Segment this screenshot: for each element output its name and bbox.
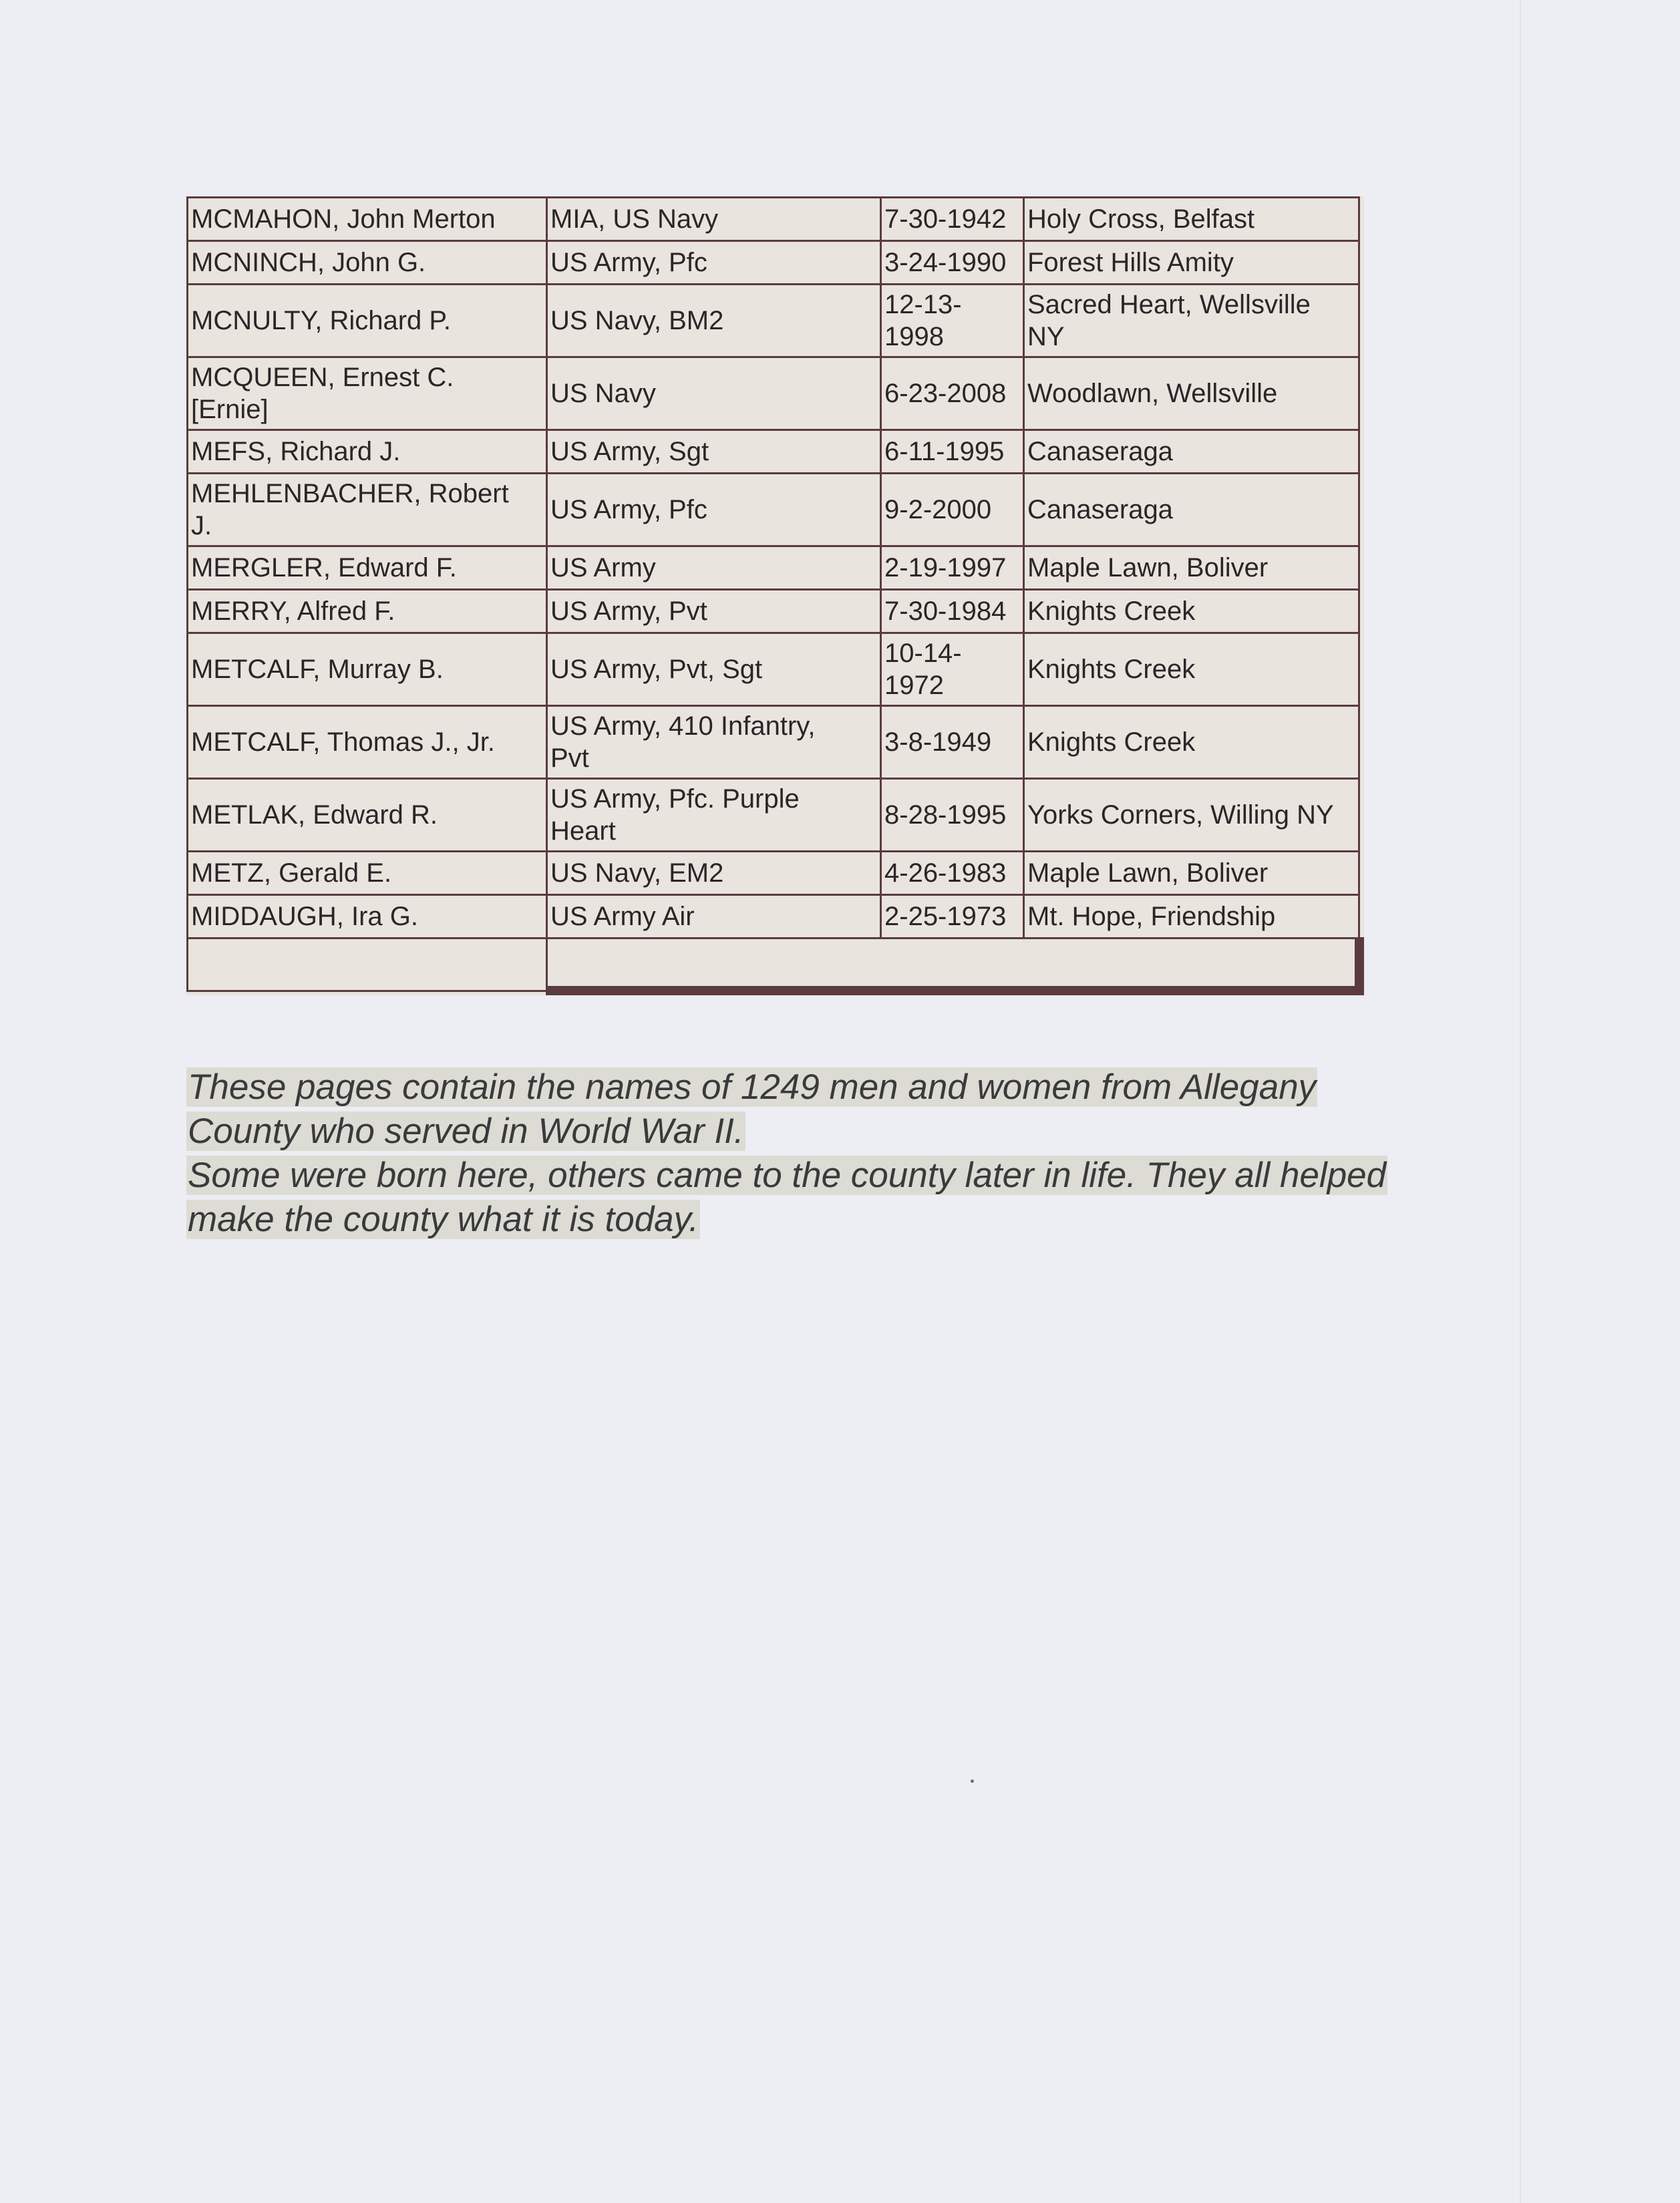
table-row — [188, 852, 1359, 895]
cemetery-cell: Canaseraga — [1024, 430, 1359, 474]
service-cell: MIA, US Navy — [547, 198, 881, 241]
date-cell: 9-2-2000 — [881, 474, 1024, 546]
cemetery-cell: Knights Creek — [1024, 706, 1359, 779]
table-row — [188, 546, 1359, 590]
name-cell: MCMAHON, John Merton — [188, 198, 547, 241]
note-line — [186, 1154, 1489, 1198]
service-cell: US Army — [547, 546, 881, 590]
empty-name-cell — [188, 939, 547, 991]
table-row — [188, 633, 1359, 706]
note-line-3: Some were born here, others came to the county later in life. They all helped — [188, 1156, 1387, 1195]
table-row — [188, 474, 1359, 546]
service-cell: US Army Air — [547, 895, 881, 939]
service-cell: US Army, Pvt, Sgt — [547, 633, 881, 706]
cemetery-cell: Sacred Heart, Wellsville NY — [1024, 285, 1359, 357]
service-cell: US Navy, EM2 — [547, 852, 881, 895]
date-cell: 4-26-1983 — [881, 852, 1024, 895]
name-cell: MERRY, Alfred F. — [188, 590, 547, 633]
note-line-1: These pages contain the names of 1249 men and women from Allegany — [188, 1067, 1317, 1107]
table-row — [188, 779, 1359, 852]
name-cell: MEFS, Richard J. — [188, 430, 547, 474]
scan-speck — [971, 1780, 974, 1783]
cemetery-cell: Holy Cross, Belfast — [1024, 198, 1359, 241]
service-cell: US Army, 410 Infantry, Pvt — [547, 706, 881, 779]
cemetery-cell: Mt. Hope, Friendship — [1024, 895, 1359, 939]
table-row — [188, 895, 1359, 939]
note-line-4: make the county what it is today. — [188, 1200, 699, 1239]
date-cell: 8-28-1995 — [881, 779, 1024, 852]
cemetery-cell: Woodlawn, Wellsville — [1024, 357, 1359, 430]
name-cell: MCNULTY, Richard P. — [188, 285, 547, 357]
name-cell: METLAK, Edward R. — [188, 779, 547, 852]
cemetery-cell: Canaseraga — [1024, 474, 1359, 546]
date-cell: 6-11-1995 — [881, 430, 1024, 474]
note-line — [186, 1110, 1489, 1154]
table-row — [188, 241, 1359, 285]
date-cell: 2-19-1997 — [881, 546, 1024, 590]
empty-merged-cell — [547, 939, 1359, 991]
veterans-table-body — [188, 198, 1359, 991]
date-cell: 7-30-1942 — [881, 198, 1024, 241]
date-cell: 10-14- 1972 — [881, 633, 1024, 706]
date-cell: 3-8-1949 — [881, 706, 1024, 779]
name-cell: MERGLER, Edward F. — [188, 546, 547, 590]
service-cell: US Army, Pfc. Purple Heart — [547, 779, 881, 852]
cemetery-cell: Forest Hills Amity — [1024, 241, 1359, 285]
note-line — [186, 1065, 1489, 1110]
service-cell: US Navy — [547, 357, 881, 430]
cemetery-cell: Yorks Corners, Willing NY — [1024, 779, 1359, 852]
name-cell: MCNINCH, John G. — [188, 241, 547, 285]
page-edge-shadow — [1520, 0, 1521, 2203]
cemetery-cell: Maple Lawn, Boliver — [1024, 852, 1359, 895]
cemetery-cell: Knights Creek — [1024, 633, 1359, 706]
name-cell: MEHLENBACHER, Robert J. — [188, 474, 547, 546]
table-row — [188, 285, 1359, 357]
name-cell: MCQUEEN, Ernest C. [Ernie] — [188, 357, 547, 430]
cemetery-cell: Knights Creek — [1024, 590, 1359, 633]
date-cell: 2-25-1973 — [881, 895, 1024, 939]
date-cell: 7-30-1984 — [881, 590, 1024, 633]
service-cell: US Navy, BM2 — [547, 285, 881, 357]
name-cell: METCALF, Thomas J., Jr. — [188, 706, 547, 779]
note-line — [186, 1198, 1489, 1242]
name-cell: MIDDAUGH, Ira G. — [188, 895, 547, 939]
table-row — [188, 430, 1359, 474]
date-cell: 3-24-1990 — [881, 241, 1024, 285]
cemetery-cell: Maple Lawn, Boliver — [1024, 546, 1359, 590]
empty-table-row — [188, 939, 1359, 991]
date-cell: 12-13- 1998 — [881, 285, 1024, 357]
veterans-table — [186, 196, 1364, 995]
service-cell: US Army, Sgt — [547, 430, 881, 474]
service-cell: US Army, Pfc — [547, 474, 881, 546]
service-cell: US Army, Pvt — [547, 590, 881, 633]
table-row — [188, 706, 1359, 779]
table-row — [188, 198, 1359, 241]
table-row — [188, 357, 1359, 430]
date-cell: 6-23-2008 — [881, 357, 1024, 430]
county-note — [186, 1065, 1489, 1242]
name-cell: METZ, Gerald E. — [188, 852, 547, 895]
service-cell: US Army, Pfc — [547, 241, 881, 285]
table-row — [188, 590, 1359, 633]
note-line-2: County who served in World War II. — [188, 1112, 744, 1151]
name-cell: METCALF, Murray B. — [188, 633, 547, 706]
